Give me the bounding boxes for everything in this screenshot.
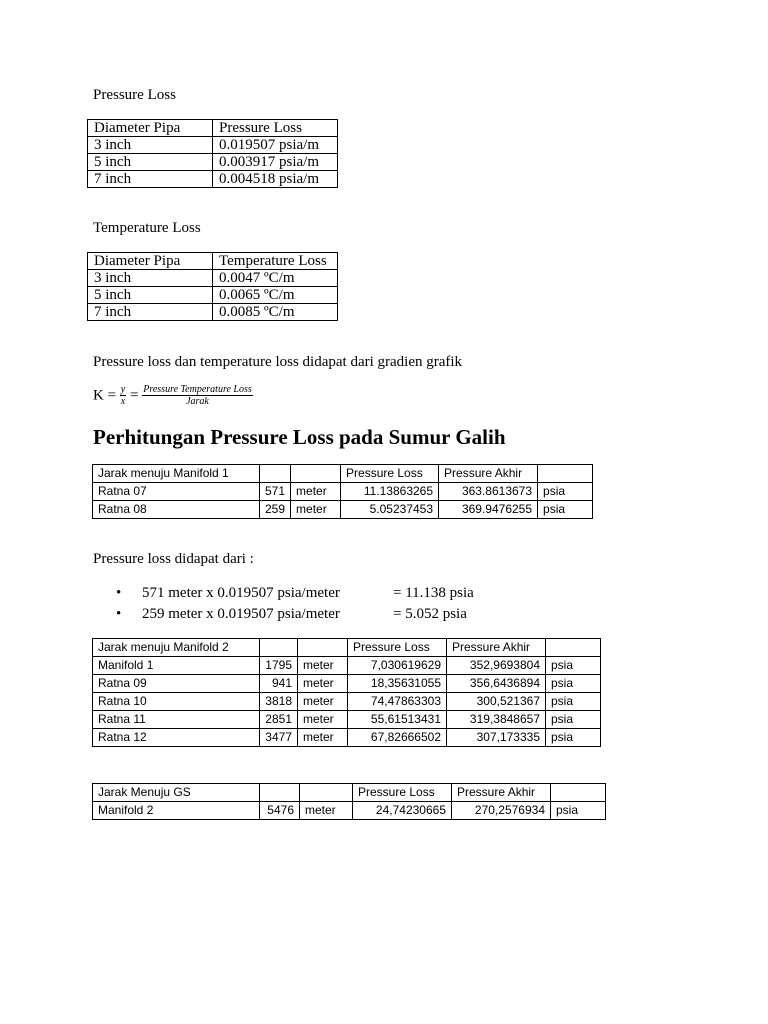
table-header-cell [298,639,348,657]
table-header-cell [260,784,300,802]
table-cell: 0.0047 ºC/m [213,270,338,287]
table-header-cell: Diameter Pipa [88,253,213,270]
table-row [93,483,593,501]
table-cell: 0.019507 psia/m [213,137,338,154]
table-cell: psia [538,501,593,519]
table-cell: psia [546,729,601,747]
gradient-formula [93,385,253,407]
table-header-row [88,253,338,270]
table-cell: 7 inch [88,171,213,188]
table-cell: 3 inch [88,137,213,154]
table-cell: meter [298,711,348,729]
list-item [116,583,474,604]
table-row [93,501,593,519]
table-cell: psia [546,693,601,711]
table-cell: 369.9476255 [439,501,538,519]
table-header-cell [300,784,353,802]
table-cell: 363.8613673 [439,483,538,501]
table-header-row [93,639,601,657]
table-row [93,729,601,747]
table-cell: Ratna 11 [93,711,260,729]
table-cell: 5 inch [88,154,213,171]
manifold2-table [92,638,601,747]
table-row [93,693,601,711]
derivation-result: = 5.052 psia [393,606,467,622]
table-header-cell [260,465,291,483]
table-header-row [93,784,606,802]
table-header-cell [291,465,341,483]
table-cell: 571 [260,483,291,501]
table-row [93,711,601,729]
table-cell: Ratna 10 [93,693,260,711]
formula-lhs: K = [93,387,117,404]
table-cell: meter [291,483,341,501]
table-header-cell [546,639,601,657]
table-cell: 307,173335 [447,729,546,747]
table-cell: 7,030619629 [348,657,447,675]
table-cell: 18,35631055 [348,675,447,693]
list-item [116,604,467,625]
table-cell: 5 inch [88,287,213,304]
table-row [88,304,338,321]
table-cell: 5476 [260,802,300,820]
table-cell: meter [298,693,348,711]
formula-equals: = [130,387,139,404]
table-cell: 1795 [260,657,298,675]
pressure-loss-table [87,119,338,188]
bullet-icon: • [116,606,122,622]
table-header-cell: Jarak menuju Manifold 2 [93,639,260,657]
table-header-cell: Pressure Loss [213,120,338,137]
table-header-cell: Pressure Loss [348,639,447,657]
table-cell: 11.13863265 [341,483,439,501]
table-header-row [88,120,338,137]
table-row [88,287,338,304]
fraction-numerator: y [120,384,126,395]
derivation-list [116,583,474,625]
table-cell: 259 [260,501,291,519]
table-cell: 0.0065 ºC/m [213,287,338,304]
derivation-result: = 11.138 psia [393,585,474,601]
fraction-denominator: x [120,396,126,407]
table-cell: 352,9693804 [447,657,546,675]
table-cell: psia [546,711,601,729]
table-cell: 67,82666502 [348,729,447,747]
bullet-icon: • [116,585,122,601]
table-header-cell [538,465,593,483]
table-cell: 319,3848657 [447,711,546,729]
table-row [93,657,601,675]
table-cell: meter [298,675,348,693]
table-header-cell: Pressure Akhir [447,639,546,657]
table-header-cell: Pressure Akhir [452,784,551,802]
table-cell: 0.003917 psia/m [213,154,338,171]
table-cell: Manifold 1 [93,657,260,675]
table-cell: 5.05237453 [341,501,439,519]
table-row [88,171,338,188]
table-cell: 55,61513431 [348,711,447,729]
table-header-row [93,465,593,483]
table-cell: 3 inch [88,270,213,287]
table-cell: Manifold 2 [93,802,260,820]
table-cell: 74,47863303 [348,693,447,711]
table-row [93,675,601,693]
table-cell: psia [546,657,601,675]
table-cell: 3477 [260,729,298,747]
table-cell: meter [298,729,348,747]
table-cell: 0.0085 ºC/m [213,304,338,321]
table-cell: meter [300,802,353,820]
table-cell: 300,521367 [447,693,546,711]
derivation-expression: 571 meter x 0.019507 psia/meter [142,585,340,601]
table-cell: meter [291,501,341,519]
table-cell: psia [546,675,601,693]
gs-table [92,783,606,820]
table-cell: 270,2576934 [452,802,551,820]
table-row [88,137,338,154]
fraction-denominator: Jarak [186,396,209,407]
table-row [88,154,338,171]
table-header-cell: Pressure Loss [353,784,452,802]
fraction-numerator: Pressure Temperature Loss [143,384,252,395]
table-cell: 2851 [260,711,298,729]
table-header-cell [260,639,298,657]
table-header-cell: Pressure Loss [341,465,439,483]
table-header-cell [551,784,606,802]
table-cell: 941 [260,675,298,693]
derivation-expression: 259 meter x 0.019507 psia/meter [142,606,340,622]
table-cell: 3818 [260,693,298,711]
table-header-cell: Jarak Menuju GS [93,784,260,802]
section-title: Perhitungan Pressure Loss pada Sumur Galih [93,425,506,449]
table-cell: Ratna 07 [93,483,260,501]
table-cell: 0.004518 psia/m [213,171,338,188]
manifold1-table [92,464,593,519]
table-header-cell: Temperature Loss [213,253,338,270]
fraction-y-over-x [120,385,126,407]
table-header-cell: Jarak menuju Manifold 1 [93,465,260,483]
table-cell: psia [538,483,593,501]
table-cell: psia [551,802,606,820]
table-cell: meter [298,657,348,675]
temperature-loss-heading: Temperature Loss [93,220,201,236]
table-cell: Ratna 08 [93,501,260,519]
table-row [93,802,606,820]
gradient-note: Pressure loss dan temperature loss didapat dari gradien grafik [93,354,463,370]
table-cell: Ratna 12 [93,729,260,747]
table-cell: 24,74230665 [353,802,452,820]
table-cell: Ratna 09 [93,675,260,693]
table-header-cell: Diameter Pipa [88,120,213,137]
fraction-loss-over-distance [142,385,253,407]
table-cell: 356,6436894 [447,675,546,693]
temperature-loss-table [87,252,338,321]
table-cell: 7 inch [88,304,213,321]
derivation-heading: Pressure loss didapat dari : [93,551,254,567]
pressure-loss-heading: Pressure Loss [93,87,176,103]
table-header-cell: Pressure Akhir [439,465,538,483]
table-row [88,270,338,287]
